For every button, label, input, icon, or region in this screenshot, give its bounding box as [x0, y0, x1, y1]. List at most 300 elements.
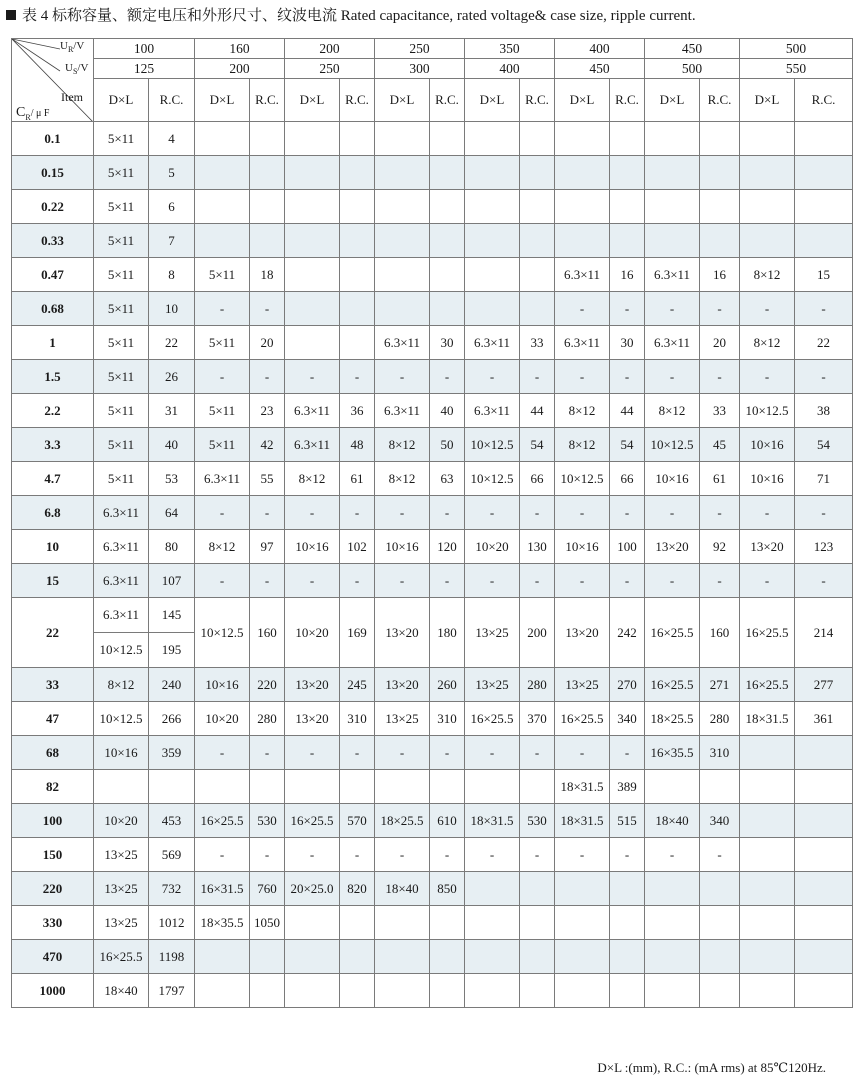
ripple-current-cell: 214	[795, 598, 853, 668]
table-row	[12, 906, 853, 940]
case-size-cell: -	[285, 564, 340, 598]
case-size-cell: 16×25.5	[645, 598, 700, 668]
case-size-cell: 6.3×11	[645, 326, 700, 360]
case-size-cell: 6.3×11	[555, 326, 610, 360]
case-size-cell: 13×20	[285, 668, 340, 702]
rated-voltage-cell: 500	[740, 39, 853, 59]
ripple-current-cell	[795, 190, 853, 224]
case-size-cell	[645, 122, 700, 156]
ripple-current-cell: 63	[430, 462, 465, 496]
capacitance-cell: 1	[12, 326, 94, 360]
table-caption	[4, 2, 854, 30]
table-row	[12, 360, 853, 394]
ripple-current-cell	[520, 224, 555, 258]
rated-voltage-cell: 160	[195, 39, 285, 59]
case-size-cell	[740, 770, 795, 804]
case-size-cell: 10×12.5	[94, 702, 149, 736]
case-size-cell: 5×11	[195, 326, 250, 360]
rated-voltage-cell: 250	[375, 39, 465, 59]
case-size-cell: 13×25	[94, 872, 149, 906]
case-size-cell: 5×11	[195, 258, 250, 292]
case-size-cell: 18×25.5	[645, 702, 700, 736]
ripple-current-cell: 530	[250, 804, 285, 838]
rated-voltage-cell: 200	[285, 39, 375, 59]
ripple-current-cell	[610, 872, 645, 906]
ripple-current-cell	[340, 156, 375, 190]
case-size-cell: 5×11	[94, 394, 149, 428]
case-size-cell	[465, 974, 520, 1008]
case-size-cell: 13×20	[740, 530, 795, 564]
case-size-cell: -	[465, 838, 520, 872]
case-size-cell	[465, 906, 520, 940]
ripple-current-cell: 515	[610, 804, 645, 838]
case-size-cell: 10×16	[195, 668, 250, 702]
case-size-cell: 18×31.5	[740, 702, 795, 736]
table-row	[12, 804, 853, 838]
ripple-current-cell	[340, 292, 375, 326]
ripple-current-cell: 569	[149, 838, 195, 872]
case-size-cell	[285, 156, 340, 190]
case-size-cell: -	[645, 496, 700, 530]
table-row	[12, 394, 853, 428]
ripple-current-cell: 1050	[250, 906, 285, 940]
dl-column-header: D×L	[94, 79, 149, 122]
case-size-cell	[285, 292, 340, 326]
ripple-current-cell: 80	[149, 530, 195, 564]
case-size-cell: -	[465, 360, 520, 394]
table-row	[12, 258, 853, 292]
capacitance-cell: 2.2	[12, 394, 94, 428]
case-size-cell: -	[195, 564, 250, 598]
case-size-cell: -	[645, 564, 700, 598]
case-size-cell: 10×12.5	[465, 462, 520, 496]
case-size-cell	[465, 292, 520, 326]
ripple-current-cell: 280	[700, 702, 740, 736]
ripple-current-cell: -	[520, 496, 555, 530]
ripple-current-cell	[795, 838, 853, 872]
case-size-cell	[645, 872, 700, 906]
ripple-current-cell: 16	[700, 258, 740, 292]
case-size-cell: -	[465, 496, 520, 530]
case-size-cell	[285, 224, 340, 258]
capacitance-label: $C_R/$ μ F	[16, 105, 50, 122]
case-size-cell: 6.3×11	[375, 326, 430, 360]
ripple-current-cell: 195	[149, 633, 195, 668]
ripple-current-cell: -	[700, 564, 740, 598]
case-size-cell: -	[195, 736, 250, 770]
ripple-current-cell: -	[430, 360, 465, 394]
ripple-current-cell: 36	[340, 394, 375, 428]
ripple-current-cell: 242	[610, 598, 645, 668]
ripple-current-cell: 850	[430, 872, 465, 906]
ripple-current-cell	[700, 770, 740, 804]
case-size-cell: 6.3×11	[94, 530, 149, 564]
capacitance-cell: 220	[12, 872, 94, 906]
case-size-cell: 5×11	[94, 190, 149, 224]
case-size-cell	[740, 224, 795, 258]
surge-voltage-cell: 400	[465, 59, 555, 79]
case-size-cell: -	[285, 838, 340, 872]
case-size-cell: 5×11	[94, 224, 149, 258]
case-size-cell: 13×20	[645, 530, 700, 564]
ripple-current-cell: 7	[149, 224, 195, 258]
table-row	[12, 940, 853, 974]
capacitance-cell: 1.5	[12, 360, 94, 394]
ripple-current-cell	[795, 906, 853, 940]
case-size-cell: 8×12	[740, 258, 795, 292]
ripple-current-cell: 16	[610, 258, 645, 292]
ripple-current-cell: -	[430, 564, 465, 598]
ripple-current-cell: 453	[149, 804, 195, 838]
capacitance-cell: 100	[12, 804, 94, 838]
ripple-current-cell: 22	[795, 326, 853, 360]
case-size-cell	[645, 224, 700, 258]
ripple-current-cell	[250, 122, 285, 156]
case-size-cell	[740, 906, 795, 940]
case-size-cell: 10×20	[195, 702, 250, 736]
ripple-current-cell: 530	[520, 804, 555, 838]
case-size-cell: 18×31.5	[555, 770, 610, 804]
table-row	[12, 190, 853, 224]
case-size-cell	[195, 156, 250, 190]
ripple-current-cell: 359	[149, 736, 195, 770]
ripple-current-cell	[340, 326, 375, 360]
ripple-current-cell: 340	[700, 804, 740, 838]
ripple-current-cell	[700, 872, 740, 906]
ripple-current-cell: 54	[610, 428, 645, 462]
ripple-current-cell	[795, 974, 853, 1008]
ripple-current-cell: -	[610, 496, 645, 530]
ripple-current-cell: 42	[250, 428, 285, 462]
case-size-cell: -	[555, 736, 610, 770]
case-size-cell: 10×12.5	[195, 598, 250, 668]
ripple-current-cell: 240	[149, 668, 195, 702]
case-size-cell: -	[740, 564, 795, 598]
case-size-cell	[375, 770, 430, 804]
ripple-current-cell: -	[430, 496, 465, 530]
case-size-cell	[740, 872, 795, 906]
ripple-current-cell: -	[795, 292, 853, 326]
ripple-current-cell: 71	[795, 462, 853, 496]
ripple-current-cell: 160	[700, 598, 740, 668]
case-size-cell	[465, 940, 520, 974]
ripple-current-cell: -	[250, 838, 285, 872]
rc-column-header: R.C.	[700, 79, 740, 122]
case-size-cell	[285, 974, 340, 1008]
ripple-current-cell: -	[250, 564, 285, 598]
case-size-cell: 18×35.5	[195, 906, 250, 940]
case-size-cell: 16×25.5	[195, 804, 250, 838]
table-row	[12, 598, 853, 633]
ripple-current-cell	[520, 292, 555, 326]
ripple-current-cell: -	[250, 496, 285, 530]
case-size-cell	[285, 190, 340, 224]
table-row	[12, 564, 853, 598]
case-size-cell: 10×12.5	[555, 462, 610, 496]
rc-column-header: R.C.	[520, 79, 555, 122]
ripple-current-cell: 22	[149, 326, 195, 360]
ripple-current-cell	[700, 122, 740, 156]
capacitance-cell: 15	[12, 564, 94, 598]
ripple-current-cell	[340, 122, 375, 156]
ripple-current-cell: 266	[149, 702, 195, 736]
case-size-cell: 10×12.5	[465, 428, 520, 462]
ripple-current-cell	[250, 190, 285, 224]
capacitance-cell: 33	[12, 668, 94, 702]
case-size-cell	[375, 258, 430, 292]
caption-text: 表 4 标称容量、额定电压和外形尺寸、纹波电流 Rated capacitance, rated voltage& case size, ripple current.	[22, 8, 696, 24]
case-size-cell	[555, 872, 610, 906]
case-size-cell	[195, 974, 250, 1008]
dl-column-header: D×L	[375, 79, 430, 122]
surge-voltage-cell: 200	[195, 59, 285, 79]
case-size-cell: 5×11	[94, 122, 149, 156]
ripple-current-cell: 280	[520, 668, 555, 702]
case-size-cell: 5×11	[94, 428, 149, 462]
dl-column-header: D×L	[555, 79, 610, 122]
ripple-current-cell	[430, 292, 465, 326]
ripple-current-cell	[340, 258, 375, 292]
ripple-current-cell: 200	[520, 598, 555, 668]
ripple-current-cell	[250, 224, 285, 258]
surge-voltage-cell: 450	[555, 59, 645, 79]
ripple-current-cell: 271	[700, 668, 740, 702]
ripple-current-cell: 169	[340, 598, 375, 668]
ripple-current-cell: -	[700, 292, 740, 326]
case-size-cell: 18×40	[645, 804, 700, 838]
capacitance-cell: 22	[12, 598, 94, 668]
surge-voltage-cell: 550	[740, 59, 853, 79]
ripple-current-cell: 8	[149, 258, 195, 292]
case-size-cell: 8×12	[375, 428, 430, 462]
case-size-cell: 8×12	[645, 394, 700, 428]
case-size-cell: 16×25.5	[645, 668, 700, 702]
ripple-current-cell	[340, 940, 375, 974]
case-size-cell: -	[555, 564, 610, 598]
square-bullet-icon	[6, 10, 16, 20]
table-row	[12, 770, 853, 804]
capacitance-cell: 330	[12, 906, 94, 940]
case-size-cell	[195, 190, 250, 224]
ripple-current-cell	[250, 770, 285, 804]
table-row	[12, 872, 853, 906]
ripple-current-cell: 260	[430, 668, 465, 702]
ripple-current-cell: 40	[149, 428, 195, 462]
capacitance-cell: 68	[12, 736, 94, 770]
rated-voltage-cell: 400	[555, 39, 645, 59]
case-size-cell: -	[285, 496, 340, 530]
case-size-cell: 13×25	[375, 702, 430, 736]
case-size-cell: 5×11	[94, 156, 149, 190]
case-size-cell: 6.3×11	[285, 428, 340, 462]
case-size-cell: -	[645, 360, 700, 394]
case-size-cell: -	[195, 838, 250, 872]
case-size-cell: 10×20	[285, 598, 340, 668]
ripple-current-cell: 570	[340, 804, 375, 838]
ripple-current-cell: 160	[250, 598, 285, 668]
ripple-current-cell: 220	[250, 668, 285, 702]
case-size-cell	[645, 940, 700, 974]
case-size-cell	[645, 156, 700, 190]
case-size-cell	[94, 770, 149, 804]
rated-voltage-cell: 350	[465, 39, 555, 59]
ripple-current-cell: 54	[520, 428, 555, 462]
case-size-cell	[465, 224, 520, 258]
ripple-current-cell	[520, 156, 555, 190]
case-size-cell: 18×25.5	[375, 804, 430, 838]
case-size-cell: -	[375, 838, 430, 872]
case-size-cell	[465, 156, 520, 190]
table-row	[12, 668, 853, 702]
ripple-current-cell: 6	[149, 190, 195, 224]
ripple-current-cell	[610, 190, 645, 224]
case-size-cell: -	[375, 564, 430, 598]
dl-column-header: D×L	[465, 79, 520, 122]
rated-voltage-cell: 450	[645, 39, 740, 59]
case-size-cell: 6.3×11	[94, 598, 149, 633]
ripple-current-cell: 610	[430, 804, 465, 838]
ripple-current-cell: 107	[149, 564, 195, 598]
case-size-cell	[740, 804, 795, 838]
ripple-current-cell	[610, 940, 645, 974]
case-size-cell	[195, 122, 250, 156]
ripple-current-cell	[700, 940, 740, 974]
ripple-current-cell	[430, 906, 465, 940]
case-size-cell	[465, 872, 520, 906]
ripple-current-cell: 340	[610, 702, 645, 736]
ripple-current-cell: -	[520, 564, 555, 598]
ripple-current-cell	[340, 906, 375, 940]
ripple-current-cell	[700, 190, 740, 224]
case-size-cell: 6.3×11	[94, 564, 149, 598]
ripple-current-cell: 310	[340, 702, 375, 736]
case-size-cell: 6.3×11	[555, 258, 610, 292]
case-size-cell: 13×20	[555, 598, 610, 668]
surge-voltage-cell: 500	[645, 59, 740, 79]
ripple-current-cell: 55	[250, 462, 285, 496]
ripple-current-cell: -	[520, 838, 555, 872]
case-size-cell: 5×11	[94, 292, 149, 326]
case-size-cell	[465, 190, 520, 224]
ripple-current-cell: 30	[430, 326, 465, 360]
ripple-current-cell: -	[430, 736, 465, 770]
ripple-current-cell: 20	[250, 326, 285, 360]
ripple-current-cell: 64	[149, 496, 195, 530]
case-size-cell: -	[375, 736, 430, 770]
ripple-current-cell: 45	[700, 428, 740, 462]
ripple-current-cell: 245	[340, 668, 375, 702]
case-size-cell: 13×20	[285, 702, 340, 736]
case-size-cell: 6.3×11	[375, 394, 430, 428]
capacitance-cell: 0.47	[12, 258, 94, 292]
ripple-current-cell	[250, 156, 285, 190]
case-size-cell	[740, 974, 795, 1008]
ripple-current-cell: -	[520, 360, 555, 394]
ripple-current-cell: 97	[250, 530, 285, 564]
case-size-cell	[740, 156, 795, 190]
case-size-cell	[465, 258, 520, 292]
ripple-current-cell: -	[795, 360, 853, 394]
table-row	[12, 292, 853, 326]
ripple-current-cell: 120	[430, 530, 465, 564]
ripple-current-cell	[340, 974, 375, 1008]
ripple-current-cell	[340, 190, 375, 224]
ripple-current-cell: -	[610, 292, 645, 326]
ripple-current-cell: -	[700, 838, 740, 872]
capacitance-cell: 1000	[12, 974, 94, 1008]
case-size-cell: -	[740, 292, 795, 326]
capacitance-cell: 4.7	[12, 462, 94, 496]
case-size-cell: 5×11	[94, 258, 149, 292]
ripple-current-cell: -	[340, 496, 375, 530]
surge-voltage-row	[12, 59, 853, 79]
case-size-cell: 10×20	[465, 530, 520, 564]
case-size-cell: 8×12	[555, 428, 610, 462]
case-size-cell: -	[645, 838, 700, 872]
case-size-cell	[195, 224, 250, 258]
item-header-row	[12, 79, 853, 122]
ripple-current-cell	[610, 906, 645, 940]
ripple-current-cell	[520, 940, 555, 974]
case-size-cell: 10×16	[740, 428, 795, 462]
case-size-cell	[375, 906, 430, 940]
ur-label: $U_R/V$	[60, 40, 85, 55]
ripple-current-cell: 66	[520, 462, 555, 496]
ripple-current-cell	[610, 122, 645, 156]
case-size-cell: 13×25	[465, 668, 520, 702]
case-size-cell: 6.3×11	[195, 462, 250, 496]
case-size-cell: 13×25	[555, 668, 610, 702]
ripple-current-cell: 370	[520, 702, 555, 736]
ripple-current-cell	[430, 122, 465, 156]
case-size-cell: 18×31.5	[465, 804, 520, 838]
ripple-current-cell: 102	[340, 530, 375, 564]
case-size-cell	[555, 940, 610, 974]
case-size-cell: -	[195, 496, 250, 530]
case-size-cell: 16×31.5	[195, 872, 250, 906]
case-size-cell: 10×16	[285, 530, 340, 564]
rc-column-header: R.C.	[149, 79, 195, 122]
case-size-cell	[195, 940, 250, 974]
case-size-cell: 10×12.5	[645, 428, 700, 462]
surge-voltage-cell: 250	[285, 59, 375, 79]
case-size-cell: 16×25.5	[555, 702, 610, 736]
case-size-cell: -	[555, 292, 610, 326]
case-size-cell	[285, 326, 340, 360]
surge-voltage-cell: 125	[94, 59, 195, 79]
capacitance-spec-table	[11, 38, 853, 1008]
case-size-cell	[645, 770, 700, 804]
case-size-cell: 16×25.5	[94, 940, 149, 974]
ripple-current-cell: 20	[700, 326, 740, 360]
case-size-cell: 6.3×11	[645, 258, 700, 292]
dl-column-header: D×L	[285, 79, 340, 122]
ripple-current-cell: 10	[149, 292, 195, 326]
ripple-current-cell: 277	[795, 668, 853, 702]
capacitance-cell: 0.22	[12, 190, 94, 224]
ripple-current-cell: 280	[250, 702, 285, 736]
ripple-current-cell	[795, 770, 853, 804]
capacitance-cell: 0.33	[12, 224, 94, 258]
ripple-current-cell: -	[610, 360, 645, 394]
case-size-cell: -	[375, 360, 430, 394]
units-footnote: D×L :(mm), R.C.: (mA rms) at 85℃120Hz.	[597, 1060, 826, 1075]
ripple-current-cell	[430, 770, 465, 804]
ripple-current-cell: 760	[250, 872, 285, 906]
ripple-current-cell: -	[340, 360, 375, 394]
ripple-current-cell: 66	[610, 462, 645, 496]
case-size-cell: 5×11	[94, 360, 149, 394]
